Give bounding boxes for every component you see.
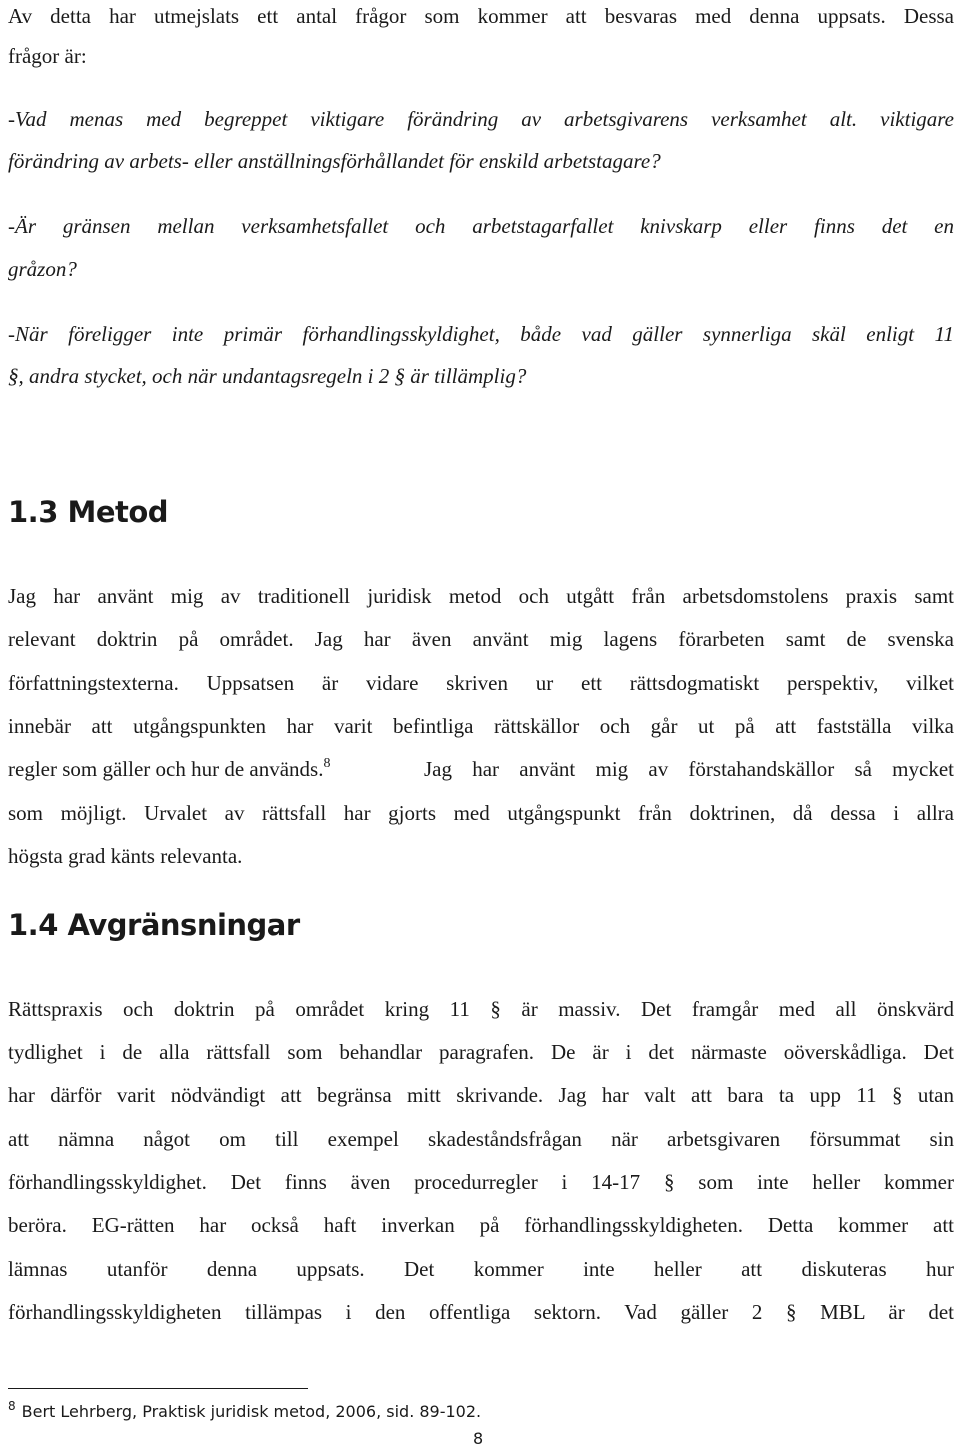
intro-line-2: frågor är: [8, 44, 87, 68]
question-1-line-2: förändring av arbets- eller anställningsförhållandet för enskild arbetstagare? [8, 149, 661, 173]
avgransningar-line-3: har därför varit nödvändigt att begränsa mitt skrivande. Jag har valt att bara ta upp 11 § utan [8, 1083, 954, 1107]
avgransningar-line-5: förhandlingsskyldighet. Det finns även procedurregler i 14-17 § som inte heller kommer [8, 1170, 954, 1194]
question-1-line-1: -Vad menas med begreppet viktigare förändring av arbetsgivarens verksamhet alt. viktigare [8, 107, 954, 131]
avgransningar-line-4: att nämna något om till exempel skadeståndsfrågan när arbetsgivaren försummat sin [8, 1127, 954, 1151]
footnote-reference-8[interactable]: 8 [323, 756, 331, 771]
footnote-text: Bert Lehrberg, Praktisk juridisk metod, 2006, sid. 89-102. [21, 1402, 482, 1421]
section-heading-avgransningar: 1.4 Avgränsningar [8, 908, 300, 942]
metod-line-5-text: regler som gäller och hur de används. [8, 757, 324, 781]
avgransningar-line-8: förhandlingsskyldigheten tillämpas i den offentliga sektorn. Vad gäller 2 § MBL är det [8, 1300, 954, 1324]
footnote-8 [8, 1400, 481, 1424]
question-3-line-1: -När föreligger inte primär förhandlingsskyldighet, både vad gäller synnerliga skäl enligt 11 [8, 322, 954, 346]
page-number: 8 [473, 1429, 484, 1448]
intro-line-1: Av detta har utmejslats ett antal frågor som kommer att besvaras med denna uppsats. Dessa [8, 4, 954, 28]
avgransningar-line-6: beröra. EG-rätten har också haft inverkan på förhandlingsskyldigheten. Detta kommer att [8, 1213, 954, 1237]
avgransningar-line-7: lämnas utanför denna uppsats. Det kommer inte heller att diskuteras hur [8, 1257, 954, 1281]
metod-line-7: högsta grad känts relevanta. [8, 844, 243, 868]
footnote-divider [8, 1388, 308, 1389]
metod-line-6: som möjligt. Urvalet av rättsfall har gjorts med utgångspunkt från doktrinen, då dessa i allra [8, 801, 954, 825]
metod-line-3: författningstexterna. Uppsatsen är vidare skriven ur ett rättsdogmatiskt perspektiv, vilket [8, 671, 954, 695]
question-2-line-1: -Är gränsen mellan verksamhetsfallet och arbetstagarfallet knivskarp eller finns det en [8, 214, 954, 238]
metod-line-4: innebär att utgångspunkten har varit befintliga rättskällor och går ut på att fastställa vilka [8, 714, 954, 738]
footnote-number: 8 [8, 1399, 16, 1413]
metod-line-5-start [8, 757, 330, 781]
section-heading-metod: 1.3 Metod [8, 495, 169, 529]
metod-line-5-end: Jag har använt mig av förstahandskällor så mycket [424, 757, 954, 781]
metod-line-2: relevant doktrin på området. Jag har även använt mig lagens förarbeten samt de svenska [8, 627, 954, 651]
question-3-line-2: §, andra stycket, och när undantagsregeln i 2 § är tillämplig? [8, 364, 527, 388]
avgransningar-line-1: Rättspraxis och doktrin på området kring 11 § är massiv. Det framgår med all önskvärd [8, 997, 954, 1021]
question-2-line-2: gråzon? [8, 257, 77, 281]
document-page [8, 0, 956, 1450]
avgransningar-line-2: tydlighet i de alla rättsfall som behandlar paragrafen. De är i det närmaste oöverskådliga. Det [8, 1040, 954, 1064]
metod-line-1: Jag har använt mig av traditionell juridisk metod och utgått från arbetsdomstolens praxis samt [8, 584, 954, 608]
